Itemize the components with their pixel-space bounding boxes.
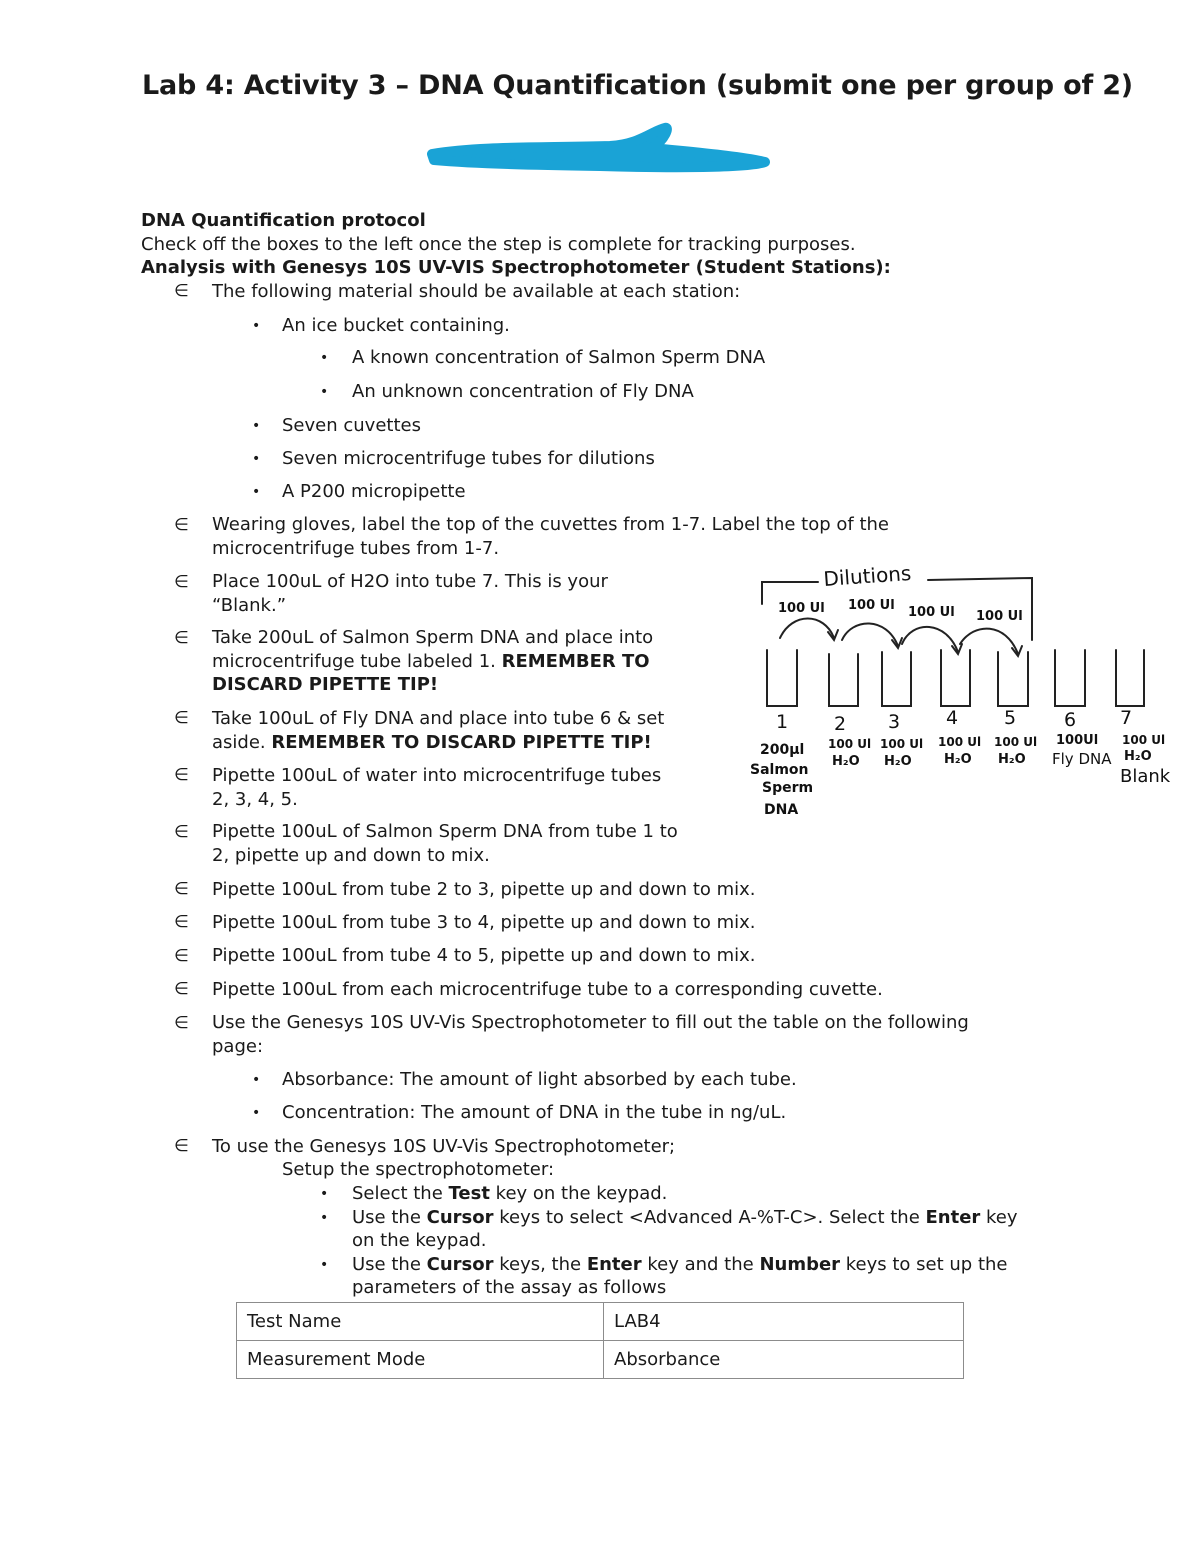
tube-number: 7 <box>1120 707 1133 729</box>
sub-step-text: Select the <box>352 1183 449 1204</box>
tube-content: Fly DNA <box>1052 750 1112 768</box>
key-name: Number <box>759 1254 841 1275</box>
tube-number: 2 <box>834 713 847 735</box>
tube-7-icon <box>1116 650 1144 706</box>
list-item: An unknown concentration of Fly DNA <box>352 381 694 402</box>
sub-step-1 <box>352 1182 667 1205</box>
bullet: • <box>320 350 329 366</box>
tube-content: H₂O <box>832 754 860 769</box>
bullet: • <box>320 1257 329 1273</box>
key-name: Cursor <box>426 1254 494 1275</box>
dilution-diagram <box>740 560 1190 825</box>
tube-6-icon <box>1055 650 1085 706</box>
sub-step-text: keys, the <box>493 1254 587 1275</box>
step-checkbox[interactable]: ∈ <box>174 979 189 999</box>
key-name: Enter <box>925 1207 981 1228</box>
list-item: A known concentration of Salmon Sperm DNA <box>352 347 766 368</box>
step-8-text: Pipette 100uL from tube 2 to 3, pipette up and down to mix. <box>212 879 756 900</box>
tube-number: 3 <box>888 711 901 733</box>
tube-content: 100 Ul <box>828 737 872 751</box>
step-checkbox[interactable]: ∈ <box>174 628 189 648</box>
list-item: A P200 micropipette <box>282 481 466 502</box>
parameters-table <box>236 1302 964 1379</box>
step-12-line-2: page: <box>212 1036 264 1057</box>
bullet: • <box>320 384 329 400</box>
tube-content: Sperm <box>762 780 814 796</box>
step-checkbox[interactable]: ∈ <box>174 946 189 966</box>
step-3-line-2: “Blank.” <box>212 595 287 616</box>
table-row <box>237 1341 964 1379</box>
step-checkbox[interactable]: ∈ <box>174 281 189 301</box>
transfer-label: 100 Ul <box>976 609 1023 624</box>
step-checkbox[interactable]: ∈ <box>174 822 189 842</box>
step-7-line-1: Pipette 100uL of Salmon Sperm DNA from tube 1 to <box>212 821 678 842</box>
step-5-line-1: Take 100uL of Fly DNA and place into tube 6 & set <box>212 708 665 729</box>
sub-step-text: key <box>980 1207 1018 1228</box>
step-4-line-3: DISCARD PIPETTE TIP! <box>212 674 439 695</box>
bullet: • <box>252 1105 261 1121</box>
tube-number: 1 <box>776 711 789 733</box>
step-4-line-2 <box>212 650 650 673</box>
step-6-line-2: 2, 3, 4, 5. <box>212 789 298 810</box>
step-4-warning: REMEMBER TO <box>501 651 650 672</box>
tube-4-icon <box>941 650 970 706</box>
step-5-warning: REMEMBER TO DISCARD PIPETTE TIP! <box>271 732 652 753</box>
step-12-line-1: Use the Genesys 10S UV-Vis Spectrophotometer to fill out the table on the following <box>212 1012 969 1033</box>
sub-step-2 <box>352 1206 1018 1229</box>
tube-content: H₂O <box>944 752 972 767</box>
list-item: Absorbance: The amount of light absorbed by each tube. <box>282 1069 797 1090</box>
bullet: • <box>252 1072 261 1088</box>
table-cell: Measurement Mode <box>237 1341 604 1379</box>
tube-content: H₂O <box>1124 749 1152 764</box>
bullet: • <box>320 1210 329 1226</box>
bullet: • <box>320 1186 329 1202</box>
step-checkbox[interactable]: ∈ <box>174 1013 189 1033</box>
step-2-line-2: microcentrifuge tubes from 1-7. <box>212 538 500 559</box>
transfer-label: 100 Ul <box>908 605 955 620</box>
tube-3-icon <box>882 652 911 706</box>
arrow-icon <box>780 619 834 639</box>
table-cell: Absorbance <box>604 1341 964 1379</box>
tube-number: 5 <box>1004 707 1017 729</box>
bullet: • <box>252 451 261 467</box>
arrow-icon <box>902 627 958 652</box>
sub-step-text: keys to set up the <box>840 1254 1008 1275</box>
step-9-text: Pipette 100uL from tube 3 to 4, pipette up and down to mix. <box>212 912 756 933</box>
analysis-heading: Analysis with Genesys 10S UV-VIS Spectrophotometer (Student Stations): <box>141 257 891 278</box>
tube-content: 100Ul <box>1056 733 1099 748</box>
step-5-line-2 <box>212 731 652 754</box>
intro-text: Check off the boxes to the left once the step is complete for tracking purposes. <box>141 234 856 255</box>
bullet: • <box>252 484 261 500</box>
list-item: Concentration: The amount of DNA in the tube in ng/uL. <box>282 1102 787 1123</box>
sub-step-text: keys to select <Advanced A-%T-C>. Select the <box>493 1207 926 1228</box>
setup-text: Setup the spectrophotometer: <box>282 1159 555 1180</box>
step-checkbox[interactable]: ∈ <box>174 765 189 785</box>
page-title: Lab 4: Activity 3 – DNA Quantification (submit one per group of 2) <box>142 70 1133 101</box>
transfer-label: 100 Ul <box>778 601 825 616</box>
step-11-text: Pipette 100uL from each microcentrifuge tube to a corresponding cuvette. <box>212 979 883 1000</box>
step-1-text: The following material should be available at each station: <box>212 281 741 302</box>
diagram-title: Dilutions <box>822 560 913 591</box>
step-checkbox[interactable]: ∈ <box>174 708 189 728</box>
tube-content: 100 Ul <box>994 735 1038 749</box>
bullet: • <box>252 418 261 434</box>
tube-content: 200µl <box>760 742 805 758</box>
tube-content: H₂O <box>884 754 912 769</box>
list-item: Seven microcentrifuge tubes for dilutions <box>282 448 655 469</box>
arrow-icon <box>960 629 1018 654</box>
step-checkbox[interactable]: ∈ <box>174 1136 189 1156</box>
sub-step-3-line-2: parameters of the assay as follows <box>352 1277 667 1298</box>
transfer-label: 100 Ul <box>848 598 895 613</box>
arrow-icon <box>842 623 898 646</box>
table-cell: LAB4 <box>604 1303 964 1341</box>
step-checkbox[interactable]: ∈ <box>174 879 189 899</box>
sub-step-text: Use the <box>352 1207 427 1228</box>
list-item: An ice bucket containing. <box>282 315 510 336</box>
tube-content: Blank <box>1120 766 1171 787</box>
tube-content: H₂O <box>998 752 1026 767</box>
step-10-text: Pipette 100uL from tube 4 to 5, pipette up and down to mix. <box>212 945 756 966</box>
bullet: • <box>252 318 261 334</box>
key-name: Enter <box>586 1254 642 1275</box>
tube-number: 6 <box>1064 709 1077 731</box>
sub-step-text: key on the keypad. <box>489 1183 668 1204</box>
tube-content: Salmon <box>750 762 809 778</box>
tube-content: 100 Ul <box>938 735 982 749</box>
tube-5-icon <box>998 652 1028 706</box>
redaction-mark <box>420 118 780 180</box>
sub-step-3 <box>352 1253 1008 1276</box>
tube-number: 4 <box>946 707 959 729</box>
key-name: Test <box>448 1183 490 1204</box>
step-5-text: aside. <box>212 732 272 753</box>
step-2-line-1: Wearing gloves, label the top of the cuvettes from 1-7. Label the top of the <box>212 514 890 535</box>
step-checkbox[interactable]: ∈ <box>174 515 189 535</box>
tube-1-icon <box>767 650 797 706</box>
key-name: Cursor <box>426 1207 494 1228</box>
tube-2-icon <box>829 654 858 706</box>
tube-content: 100 Ul <box>880 737 924 751</box>
step-checkbox[interactable]: ∈ <box>174 572 189 592</box>
table-cell: Test Name <box>237 1303 604 1341</box>
step-4-text: microcentrifuge tube labeled 1. <box>212 651 502 672</box>
protocol-heading: DNA Quantification protocol <box>141 210 426 231</box>
sub-step-text: Use the <box>352 1254 427 1275</box>
step-7-line-2: 2, pipette up and down to mix. <box>212 845 490 866</box>
tube-content: DNA <box>764 802 799 818</box>
step-13-text: To use the Genesys 10S UV-Vis Spectrophotometer; <box>212 1136 676 1157</box>
sub-step-2-line-2: on the keypad. <box>352 1230 487 1251</box>
tube-content: 100 Ul <box>1122 733 1166 747</box>
step-4-line-1: Take 200uL of Salmon Sperm DNA and place into <box>212 627 654 648</box>
table-row <box>237 1303 964 1341</box>
step-checkbox[interactable]: ∈ <box>174 912 189 932</box>
step-3-line-1: Place 100uL of H2O into tube 7. This is your <box>212 571 608 592</box>
step-6-line-1: Pipette 100uL of water into microcentrifuge tubes <box>212 765 662 786</box>
list-item: Seven cuvettes <box>282 415 421 436</box>
sub-step-text: key and the <box>641 1254 760 1275</box>
